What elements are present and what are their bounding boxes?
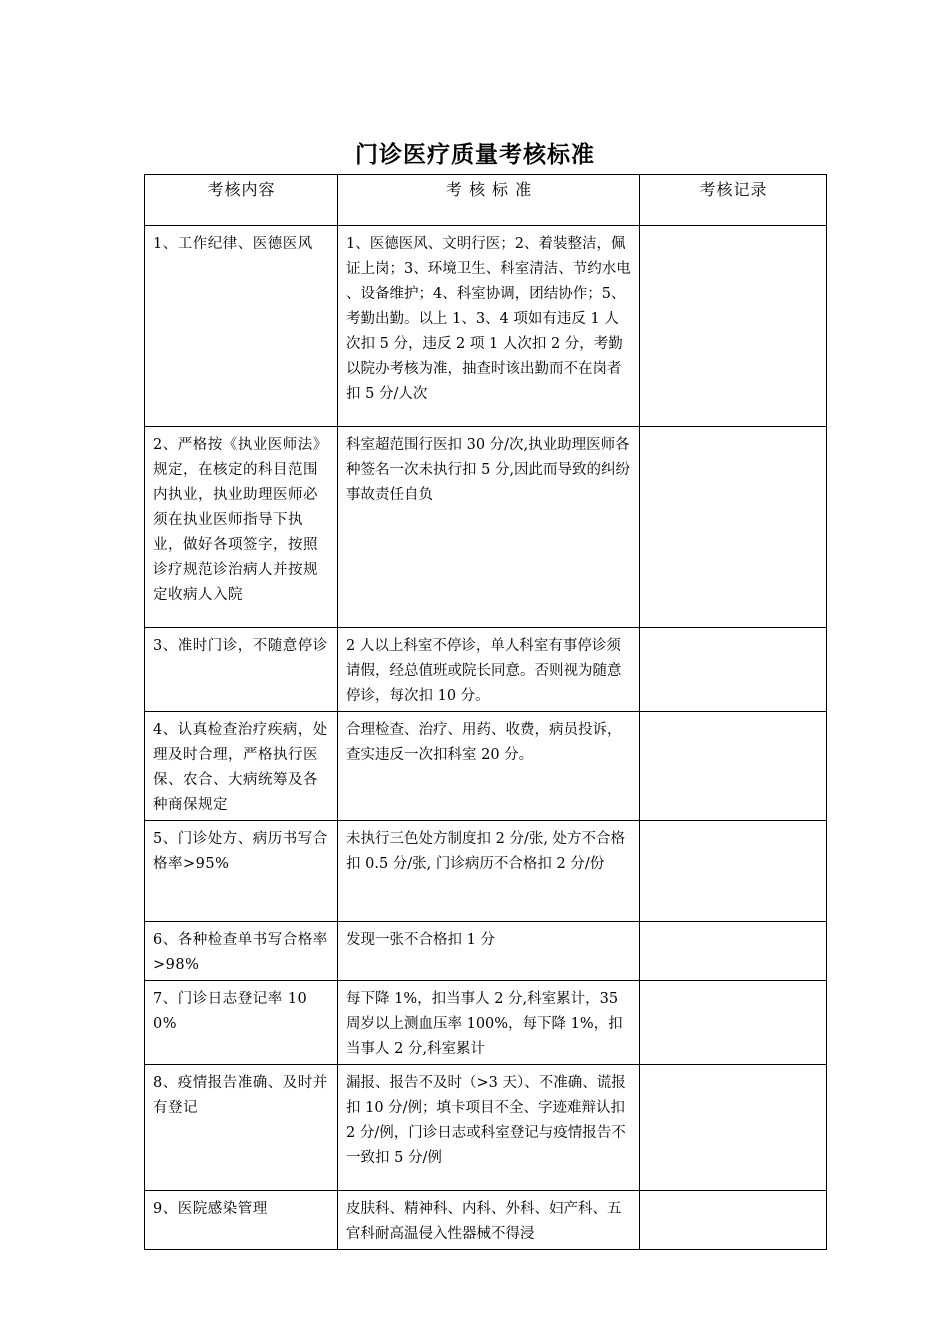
row-standard: 每下降 1%，扣当事人 2 分,科室累计，35 周岁以上测血压率 100%，每下降 1%，扣当事人 2 分,科室累计 bbox=[338, 981, 640, 1065]
row-content: 2、严格按《执业医师法》规定，在核定的科目范围内执业，执业助理医师必须在执业医师指导下执业，做好各项签字，按照诊疗规范诊治病人并按规定收病人入院 bbox=[145, 427, 338, 628]
table-row bbox=[145, 628, 827, 712]
row-standard: 漏报、报告不及时（>3 天）、不准确、谎报扣 10 分/例；填卡项目不全、字迹难辩认扣 2 分/例，门诊日志或科室登记与疫情报告不一致扣 5 分/例 bbox=[338, 1065, 640, 1191]
row-record[interactable] bbox=[640, 922, 827, 981]
row-standard: 未执行三色处方制度扣 2 分/张, 处方不合格扣 0.5 分/张, 门诊病历不合格扣 2 分/份 bbox=[338, 821, 640, 922]
row-record[interactable] bbox=[640, 712, 827, 821]
row-content: 7、门诊日志登记率 100% bbox=[145, 981, 338, 1065]
table-header-row bbox=[145, 175, 827, 226]
row-content: 1、工作纪律、医德医风 bbox=[145, 226, 338, 427]
table-row bbox=[145, 821, 827, 922]
assessment-table bbox=[144, 174, 827, 1250]
header-content: 考核内容 bbox=[145, 175, 338, 226]
table-row bbox=[145, 922, 827, 981]
row-standard: 1、医德医风、文明行医；2、着装整洁，佩证上岗；3、环境卫生、科室清洁、节约水电 、设备维护；4、科室协调，团结协作；5、考勤出勤。以上 1、3、4 项如有违反 1 人次扣 5 分，违反 2 项 1 人次扣 2 分，考勤以院办考核为准，抽查时该出勤而不在岗者扣 5 分/人次 bbox=[338, 226, 640, 427]
table-row bbox=[145, 712, 827, 821]
row-content: 3、准时门诊，不随意停诊 bbox=[145, 628, 338, 712]
row-record[interactable] bbox=[640, 1191, 827, 1250]
row-content: 5、门诊处方、病历书写合格率>95% bbox=[145, 821, 338, 922]
row-record[interactable] bbox=[640, 821, 827, 922]
table-row bbox=[145, 981, 827, 1065]
row-standard: 2 人以上科室不停诊，单人科室有事停诊须请假，经总值班或院长同意。否则视为随意停诊，每次扣 10 分。 bbox=[338, 628, 640, 712]
table-row bbox=[145, 427, 827, 628]
header-standard: 考 核 标 准 bbox=[338, 175, 640, 226]
row-record[interactable] bbox=[640, 628, 827, 712]
row-record[interactable] bbox=[640, 226, 827, 427]
row-content: 9、医院感染管理 bbox=[145, 1191, 338, 1250]
row-record[interactable] bbox=[640, 427, 827, 628]
row-content: 8、疫情报告准确、及时并有登记 bbox=[145, 1065, 338, 1191]
row-content: 6、各种检查单书写合格率 >98% bbox=[145, 922, 338, 981]
row-standard: 合理检查、治疗、用药、收费，病员投诉，查实违反一次扣科室 20 分。 bbox=[338, 712, 640, 821]
table-row bbox=[145, 1065, 827, 1191]
row-record[interactable] bbox=[640, 1065, 827, 1191]
table-row bbox=[145, 1191, 827, 1250]
page-title: 门诊医疗质量考核标准 bbox=[355, 142, 595, 168]
table-row bbox=[145, 226, 827, 427]
row-content: 4、认真检查治疗疾病，处理及时合理，严格执行医保、农合、大病统筹及各种商保规定 bbox=[145, 712, 338, 821]
header-record: 考核记录 bbox=[640, 175, 827, 226]
row-standard: 科室超范围行医扣 30 分/次,执业助理医师各种签名一次未执行扣 5 分,因此而导致的纠纷事故责任自负 bbox=[338, 427, 640, 628]
row-record[interactable] bbox=[640, 981, 827, 1065]
row-standard: 皮肤科、精神科、内科、外科、妇产科、五官科耐高温侵入性器械不得浸 bbox=[338, 1191, 640, 1250]
row-standard: 发现一张不合格扣 1 分 bbox=[338, 922, 640, 981]
